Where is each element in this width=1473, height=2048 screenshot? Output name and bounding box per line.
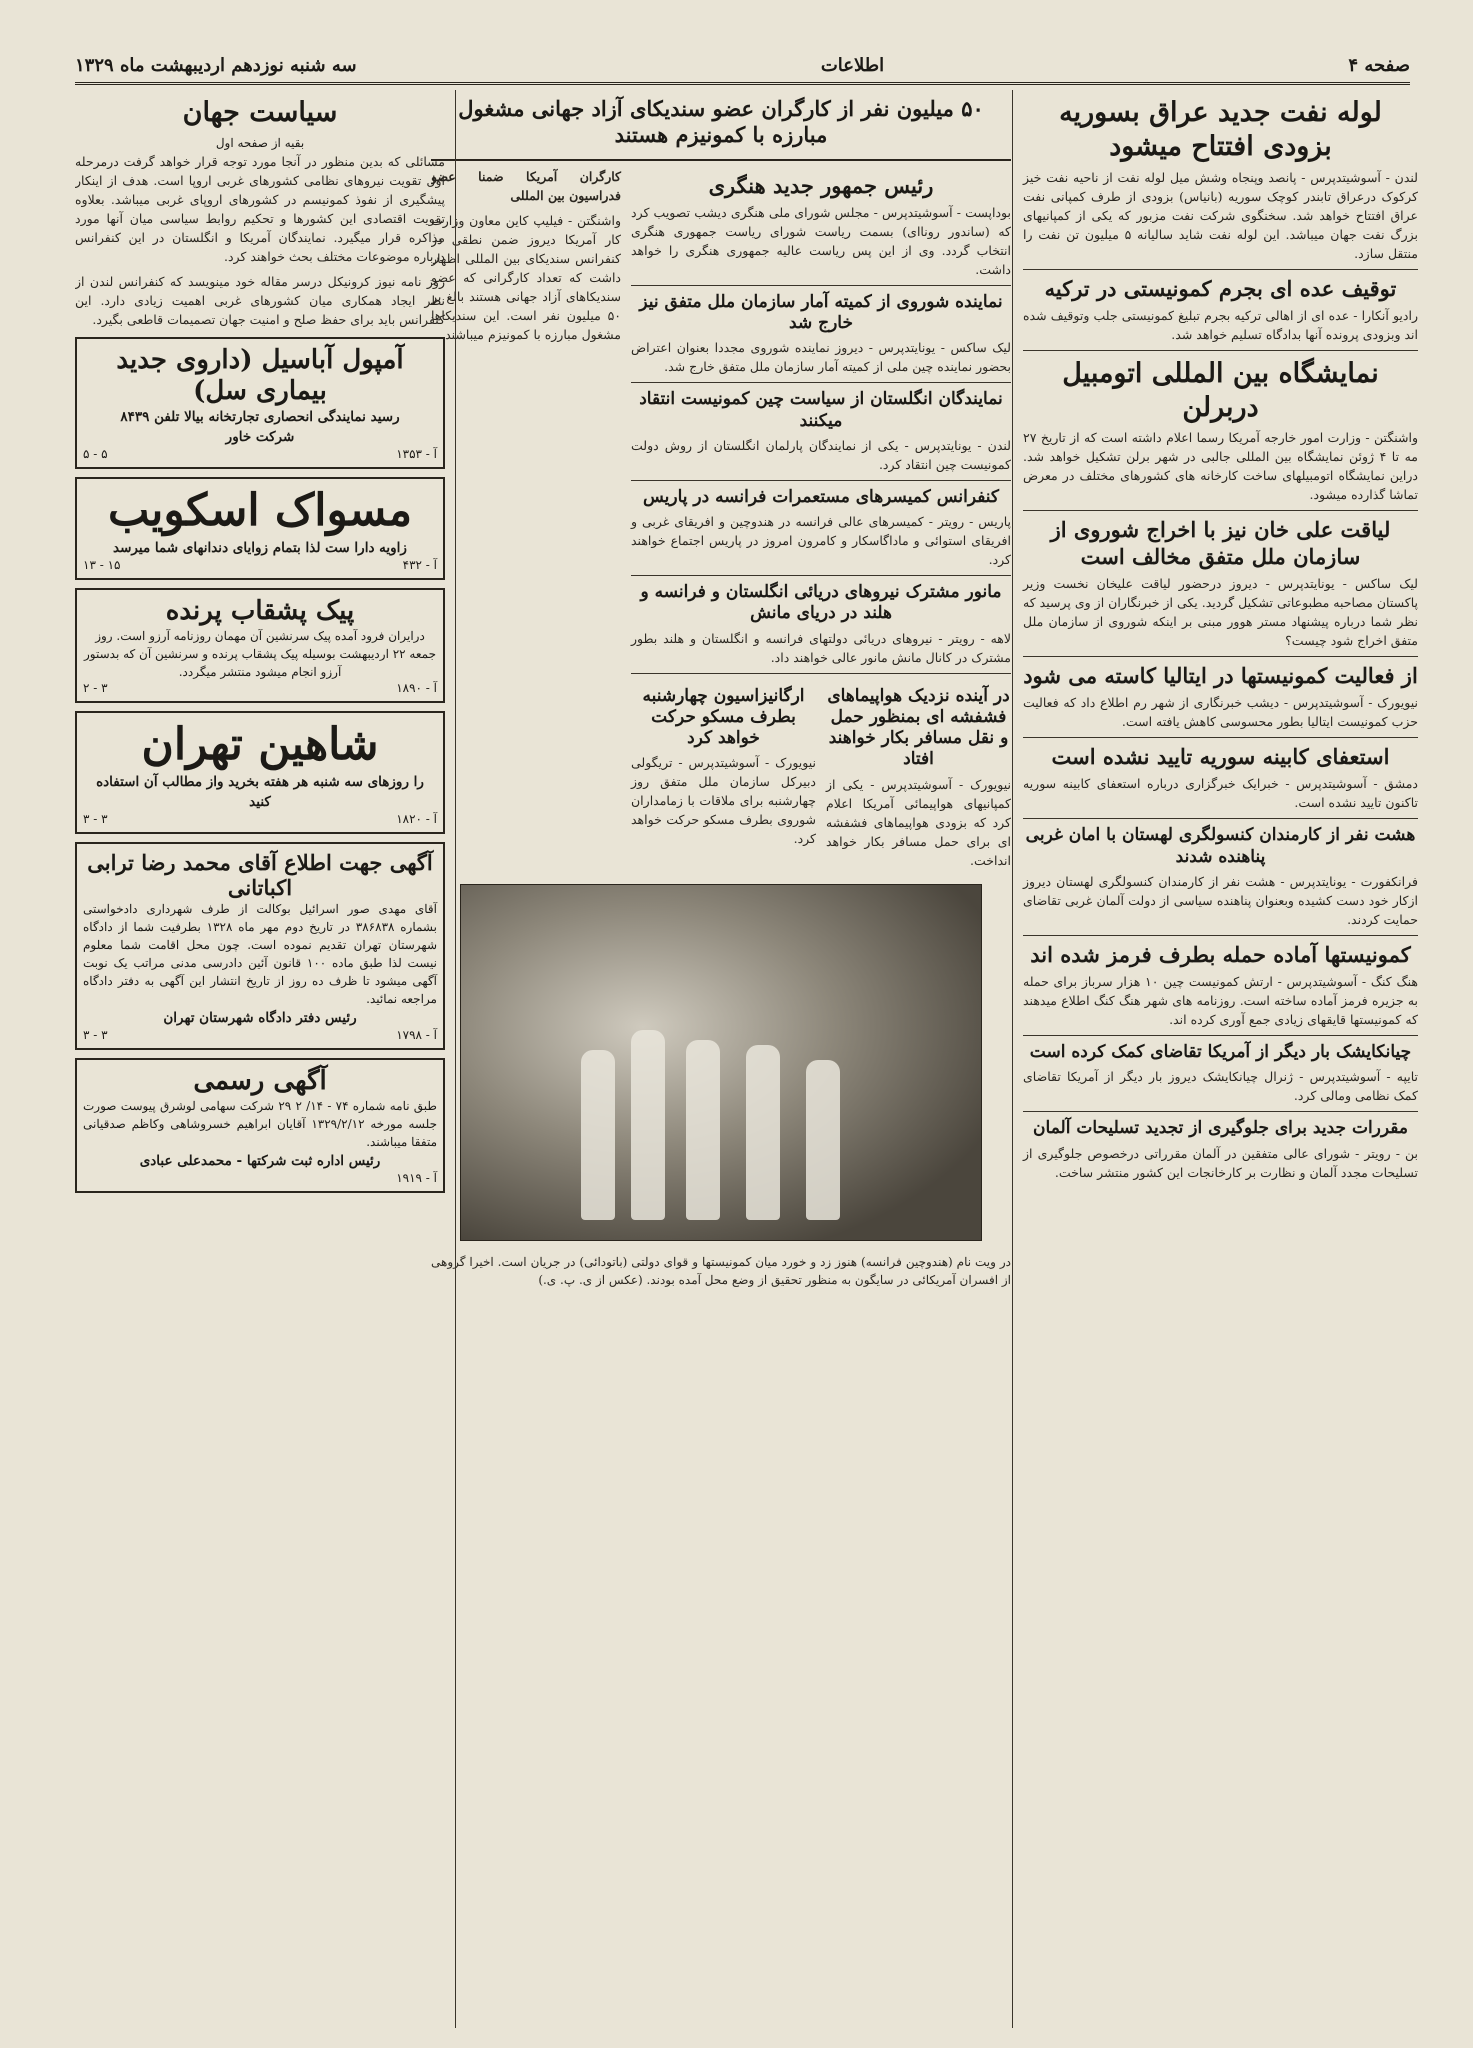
headline-liaquat: لیاقت علی خان نیز با اخراج شوروی از سازمان ملل متفق مخالف است: [1050, 517, 1391, 569]
ad-flying-saucer-title: پیک پشقاب پرنده: [165, 595, 355, 626]
ad-flying-saucer-count: ۲ - ۳: [83, 681, 108, 696]
ad-shahin-line: را روزهای سه شنبه هر هفته بخرید واز مطالب آن استفاده کنید: [96, 773, 424, 810]
ad-squibb: [75, 477, 445, 580]
ad-flying-saucer-ref: آ - ۱۸۹۰: [396, 681, 437, 696]
ad-flying-saucer: [75, 588, 445, 703]
headline-turkey-arrests: توقیف عده ای بجرم کمونیستی در ترکیه: [1044, 275, 1397, 301]
ad-shahin-title: شاهین تهران: [141, 719, 379, 771]
article-chiang: تایپه - آسوشیتدپرس - ژنرال چیانکایشک دیروز بار دیگر از آمریکا تقاضای کمک نظامی ومالی کرد.: [1023, 1069, 1418, 1104]
official-notice-title: آگهی رسمی: [193, 1066, 327, 1097]
left-column: [75, 90, 456, 2028]
article-french-colonies: پاریس - رویتر - کمیسرهای عالی فرانسه در هندوچین و افریقای غربی و افریقای استوائی و ماداگاسکار و کامرون امروز در پاریس اجتماع خواهند کرد.: [631, 514, 1011, 567]
headline-lie-moscow: ارگانیزاسیون چهارشنبه بطرف مسکو حرکت خواهد کرد: [642, 685, 805, 748]
article-syria-cabinet: دمشق - آسوشیتدپرس - خبرایک خبرگزاری درباره استعفای کابینه سوریه تاکنون تایید نشده است.: [1023, 776, 1418, 811]
headline-un-statistics: نماینده شوروی از کمیته آمار سازمان ملل متفق نیز خارج شد: [639, 291, 1003, 333]
continued-note: بقیه از صفحه اول: [215, 135, 305, 150]
official-notice-sign: رئیس اداره ثبت شرکتها - محمدعلی عبادی: [139, 1153, 381, 1170]
ad-flying-saucer-body: درایران فرود آمده پیک سرنشین آن مهمان روزنامه آرزو است. روز جمعه ۲۲ اردیبهشت بوسیله پیک پشقاب پرنده و سرنشین آن که بدستور آرزو انجام میشود منتشر میگردد.: [83, 629, 437, 680]
legal-notice-count: ۳ - ۳: [83, 1028, 108, 1043]
ad-abasil-company: شرکت خاور: [225, 429, 295, 446]
article-hungary: بوداپست - آسوشیتدپرس - مجلس شورای ملی هنگری دیشب تصویب کرد که (ساندور روناای) بسمت ریاست شورای ریاست جمهوری هنگری انتخاب گردد. وی از این پس ریاست عالیه جمهوری هنگری را خواهد داشت.: [631, 204, 1011, 277]
headline-french-colonies: کنفرانس کمیسرهای مستعمرات فرانسه در پاریس: [642, 486, 1000, 507]
headline-syria-cabinet: استعفای کابینه سوریه تایید نشده است: [1051, 744, 1390, 769]
headline-naval-maneuver: مانور مشترک نیروهای دریائی انگلستان و فرانسه و هلند در دریای مانش: [640, 582, 1002, 624]
article-world-politics: مسائلی که بدین منظور در آنجا مورد توجه قرار خواهد گرفت درمرحله اول تقویت نیروهای نظامی کشورهای غربی اروپا است. هدف از اینکار پیشگیری از نفوذ کمونیسم در کشورهای اروپای غربی میباشد. بعلاوه تقویت اقتصادی این کشورها و تحکیم روابط سیاسی میان آنها مورد مذاکره قرار میگیرد. نمایندگان آمریکا و انگلستان در این کنفرانس درباره موضوعات مختلف بحث خواهند کرد.: [75, 153, 445, 264]
headline-chiang: چیانکایشک بار دیگر از آمریکا تقاضای کمک کرده است: [1029, 1042, 1412, 1062]
legal-notice-title: آگهی جهت اطلاع آقای محمد رضا ترابی اکباتانی: [87, 849, 433, 901]
ad-squibb-line: زاویه دارا ست لذا بتمام زوایای دندانهای شما میرسد: [113, 539, 407, 556]
article-germany-arms: بن - رویتر - شورای عالی متفقین در آلمان مقرراتی درخصوص جلوگیری از تسلیحات مجدد آلمان و نظارت بر کارخانجات این کشور منتشر ساخت.: [1023, 1145, 1418, 1180]
article-italy-communists: نیویورک - آسوشیتدپرس - دیشب خبرنگاری از شهر رم اطلاع داد که فعالیت حزب کمونیست ایتالیا بطور محسوسی کاهش یافته است.: [1023, 695, 1418, 729]
ad-shahin-tehran: [75, 711, 445, 834]
ad-shahin-ref: آ - ۱۸۲۰: [396, 811, 437, 826]
article-liaquat: لیک ساکس - یونایتدپرس - دیروز درحضور لیاقت علیخان نخست وزیر پاکستان مصاحبه مطبوعاتی تشکیل گردید. یکی از خبرنگاران از وی پرسید که نظر شما درباره پیشنهاد مستر هوور مبنی بر اینکه شوروی از سازمان ملل متفق اخراج شود چیست؟: [1023, 575, 1418, 648]
legal-notice-body: آقای مهدی صور اسرائیل بوکالت از طرف شهرداری دادخواستی بشماره ۳۸۶۸۳۸ در تاریخ دوم مهر ماه ۱۳۲۸ بطرفیت شما از دادگاه شهرستان تهران تقدیم نموده است. چون محل اقامت شما معلوم نیست لذا طبق ماده ۱۰۰ قانون آئین دادرسی مدنی مراتب یک نوبت آگهی میشود تا ظرف ده روز از تاریخ انتشار این آگهی به دفتر دادگاه مراجعه نمائید.: [83, 902, 437, 1007]
masthead: [75, 48, 1410, 85]
article-naval-maneuver: لاهه - رویتر - نیروهای دریائی دولتهای فرانسه و انگلستان و هلند بطور مشترک در کانال مانش مانور عالی خواهند داد.: [631, 630, 1011, 665]
official-notice-body: طبق نامه شماره ۷۴ - ۱۴/ ۲ ۲۹ شرکت سهامی لوشرق پیوست صورت جلسه مورخه ۱۳۲۹/۲/۱۲ آقایان ابراهیم خسروشاهی وکاظم صدقیانی متفقا میباشند.: [83, 1099, 437, 1150]
right-column: [1012, 90, 1418, 2028]
news-photo: [460, 884, 982, 1241]
ad-abasil: [75, 337, 445, 469]
article-news-chronicle: روز نامه نیوز کرونیکل درسر مقاله خود مینویسد که کنفرانس لندن از نظر ایجاد همکاری میان کشورهای غربی اهمیت زیادی دارد. این کنفرانس باید برای حفظ صلح و امنیت جهان تصمیمات قاطعی بگیرد.: [75, 273, 445, 327]
headline-poland-consulate: هشت نفر از کارمندان کنسولگری لهستان با امان غربی پناهنده شدند: [1025, 825, 1416, 867]
ad-squibb-title: مسواک اسکویب: [107, 485, 413, 537]
article-poland-consulate: فرانکفورت - یونایتدپرس - هشت نفر از کارمندان کنسولگری لهستان دیروز ازکار خود دست کشیده وبعنوان پناهنده سیاسی از دولت آلمان غربی تقاضای حمایت کردند.: [1023, 873, 1418, 927]
article-berlin-auto-show: واشنگتن - وزارت امور خارجه آمریکا رسما اعلام داشته است که از تاریخ ۲۷ مه تا ۴ ژوئن نمایشگاه بین المللی جالبی در شهر برلن تشکیل خواهد شد. دراین نمایشگاه اتومبیلهای ساخت کارخانه های کشورهای مختلف در معرض تماشا گذارده میشود.: [1023, 430, 1418, 503]
article-turkey-arrests: رادیو آنکارا - عده ای از اهالی ترکیه بجرم تبلیغ کمونیستی جلب وتوقیف شده اند وبزودی پرونده آنها بدادگاه تسلیم خواهد شد.: [1023, 307, 1418, 342]
article-un-statistics: لیک ساکس - یونایتدپرس - دیروز نماینده شوروی مجددا بعنوان اعتراض بحضور نماینده چین ملی از کمیته آمار سازمان ملل متفق خارج شد.: [631, 340, 1011, 375]
photo-caption: در ویت نام (هندوچین فرانسه) هنوز زد و خورد میان کمونیستها و قوای دولتی (باتودائی) در جریان است. اخیرا گروهی از افسران آمریکائی در سایگون به منظور تحقیق از وضع محل آمده بودند. (عکس از ی. پ. ی.): [431, 1254, 1011, 1287]
article-labor-unions: واشنگتن - فیلیپ کاین معاون وزارت کار آمریکا دیروز ضمن نطقی در کنفرانس سندیکای بین المللی اظهار داشت که تعداد کارگرانی که عضو سندیکاهای آزاد جهانی هستند بالغ بر ۵۰ میلیون نفر است. این سندیکاها مشغول مبارزه با کمونیزم میباشند.: [431, 212, 621, 342]
headline-hungary: رئیس جمهور جدید هنگری: [708, 172, 934, 198]
paper-name: اطلاعات: [820, 54, 885, 76]
headline-formosa: کمونیستها آماده حمله بطرف فرمز شده اند: [1030, 941, 1411, 967]
issue-date: سه شنبه نوزدهم اردیبهشت ماه ۱۳۲۹: [75, 54, 357, 76]
ad-squibb-count: ۱۳ - ۱۵: [83, 557, 121, 572]
article-formosa: هنگ کنگ - آسوشیتدپرس - ارتش کمونیست چین ۱۰ هزار سرباز برای حمله به جزیره فرمز آماده ساخته است. روزنامه های شهر هنگ کنگ اطلاع میدهند که کمونیستها قایقهای زیادی جمع آوری کرده اند.: [1023, 974, 1418, 1027]
official-notice: [75, 1058, 445, 1193]
ad-abasil-count: ۵ - ۵: [83, 447, 108, 462]
article-labor-unions-title: کارگران آمریکا ضمنا عضو فدراسیون بین المللی: [431, 168, 621, 203]
headline-world-politics: سیاست جهان: [182, 97, 338, 128]
ad-squibb-ref: آ - ۴۳۲: [402, 557, 437, 572]
article-britain-china: لندن - یونایتدپرس - یکی از نمایندگان پارلمان انگلستان از روش دولت کمونیست چین انتقاد کرد.: [631, 437, 1011, 472]
page-number: صفحه ۴: [1348, 54, 1410, 76]
legal-notice-sign: رئیس دفتر دادگاه شهرستان تهران: [163, 1010, 357, 1027]
headline-berlin-auto-show: نمایشگاه بین المللی اتومبیل دربرلن: [1062, 357, 1379, 423]
legal-notice: [75, 842, 445, 1050]
official-notice-ref: آ - ۱۹۱۹: [396, 1171, 437, 1186]
headline-italy-communists: از فعالیت کمونیستها در ایتالیا کاسته می شود: [1023, 662, 1418, 688]
ad-abasil-line: رسید نمایندگی انحصاری تجارتخانه بیالا تلفن ۸۴۳۹: [120, 409, 400, 426]
article-jet-planes: نیویورک - آسوشیتدپرس - یکی از کمپانیهای هواپیمائی آمریکا اعلام کرد که بزودی هواپیماهای فشفشه ای برای حمل مسافر بکار خواهد انداخت.: [826, 776, 1011, 868]
ad-abasil-title: آمپول آباسیل (داروی جدید بیماری سل): [116, 344, 404, 406]
headline-britain-china: نمایندگان انگلستان از سیاست چین کمونیست انتقاد میکنند: [639, 389, 1003, 431]
legal-notice-ref: آ - ۱۷۹۸: [396, 1028, 437, 1043]
article-lie-moscow: نیویورک - آسوشیتدپرس - تریگولی دبیرکل سازمان ملل متفق روز چهارشنبه برای ملاقات با زمامداران شوروی بطرف مسکو حرکت خواهد کرد.: [631, 755, 816, 847]
headline-germany-arms: مقررات جدید برای جلوگیری از تجدید تسلیحات آلمان: [1033, 1118, 1408, 1139]
headline-jet-planes: در آینده نزدیک هواپیماهای فشفشه ای بمنظور حمل و نقل مسافر بکار خواهند افتاد: [827, 685, 1010, 770]
article-iraq-pipeline: لندن - آسوشیتدپرس - پانصد وپنجاه وشش میل لوله نفت از ناحیه نفت خیز کرکوک درعراق تابندر کوچک سوریه (بانیاس) بزودی از طرف کمپانی نفت عراق افتتاح خواهد شد. سخنگوی شرکت نفت مزبور که یکی از کمپانیهای بزرگ نفت جهان میباشد. این لوله نفت شاید سالیانه ۵ میلیون تن نفت را منتقل سازد.: [1023, 169, 1418, 261]
ad-shahin-count: ۳ - ۳: [83, 811, 108, 826]
ad-abasil-ref: آ - ۱۳۵۳: [396, 447, 437, 462]
lead-headline: ۵۰ میلیون نفر از کارگران عضو سندیکای آزاد جهانی مشغول مبارزه با کمونیزم هستند: [458, 96, 984, 148]
middle-column: [431, 90, 1011, 2028]
headline-iraq-pipeline: لوله نفت جدید عراق بسوریه بزودی افتتاح میشود: [1059, 97, 1382, 162]
